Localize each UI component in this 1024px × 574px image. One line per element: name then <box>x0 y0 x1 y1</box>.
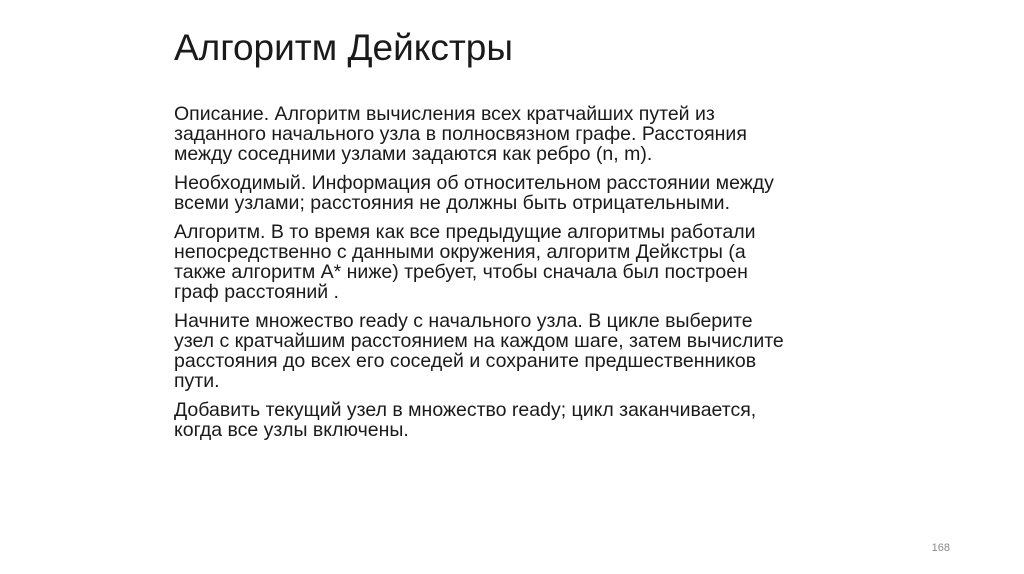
paragraph-description <box>174 104 864 164</box>
paragraph-line: граф расстояний . <box>174 281 339 303</box>
paragraph-line: пути. <box>174 370 220 392</box>
paragraph-requirement <box>174 173 864 213</box>
paragraph-line: также алгоритм A* ниже) требует, чтобы сначала был построен <box>174 261 748 283</box>
slide-body <box>174 104 864 449</box>
paragraph-line: узел с кратчайшим расстоянием на каждом шаге, затем вычислите <box>174 330 784 352</box>
paragraph-algorithm <box>174 222 864 302</box>
paragraph-line: расстояния до всех его соседей и сохраните предшественников <box>174 350 757 372</box>
paragraph-line: Начните множество ready с начального узла. В цикле выберите <box>174 310 753 332</box>
paragraph-line: всеми узлами; расстояния не должны быть отрицательными. <box>174 192 730 214</box>
paragraph-line: непосредственно с данными окружения, алгоритм Дейкстры (а <box>174 241 746 263</box>
page-number: 168 <box>931 542 950 554</box>
paragraph-line: между соседними узлами задаются как ребро (n, m). <box>174 143 653 165</box>
paragraph-line: Необходимый. Информация об относительном расстоянии между <box>174 172 774 194</box>
paragraph-line: Алгоритм. В то время как все предыдущие алгоритмы работали <box>174 221 756 243</box>
paragraph-start <box>174 311 864 391</box>
slide-title: Алгоритм Дейкстры <box>174 27 513 68</box>
paragraph-line: когда все узлы включены. <box>174 419 409 441</box>
paragraph-line: заданного начального узла в полносвязном графе. Расстояния <box>174 123 747 145</box>
paragraph-line: Добавить текущий узел в множество ready; цикл заканчивается, <box>174 399 757 421</box>
paragraph-loop <box>174 400 864 440</box>
paragraph-line: Описание. Алгоритм вычисления всех кратчайших путей из <box>174 103 715 125</box>
